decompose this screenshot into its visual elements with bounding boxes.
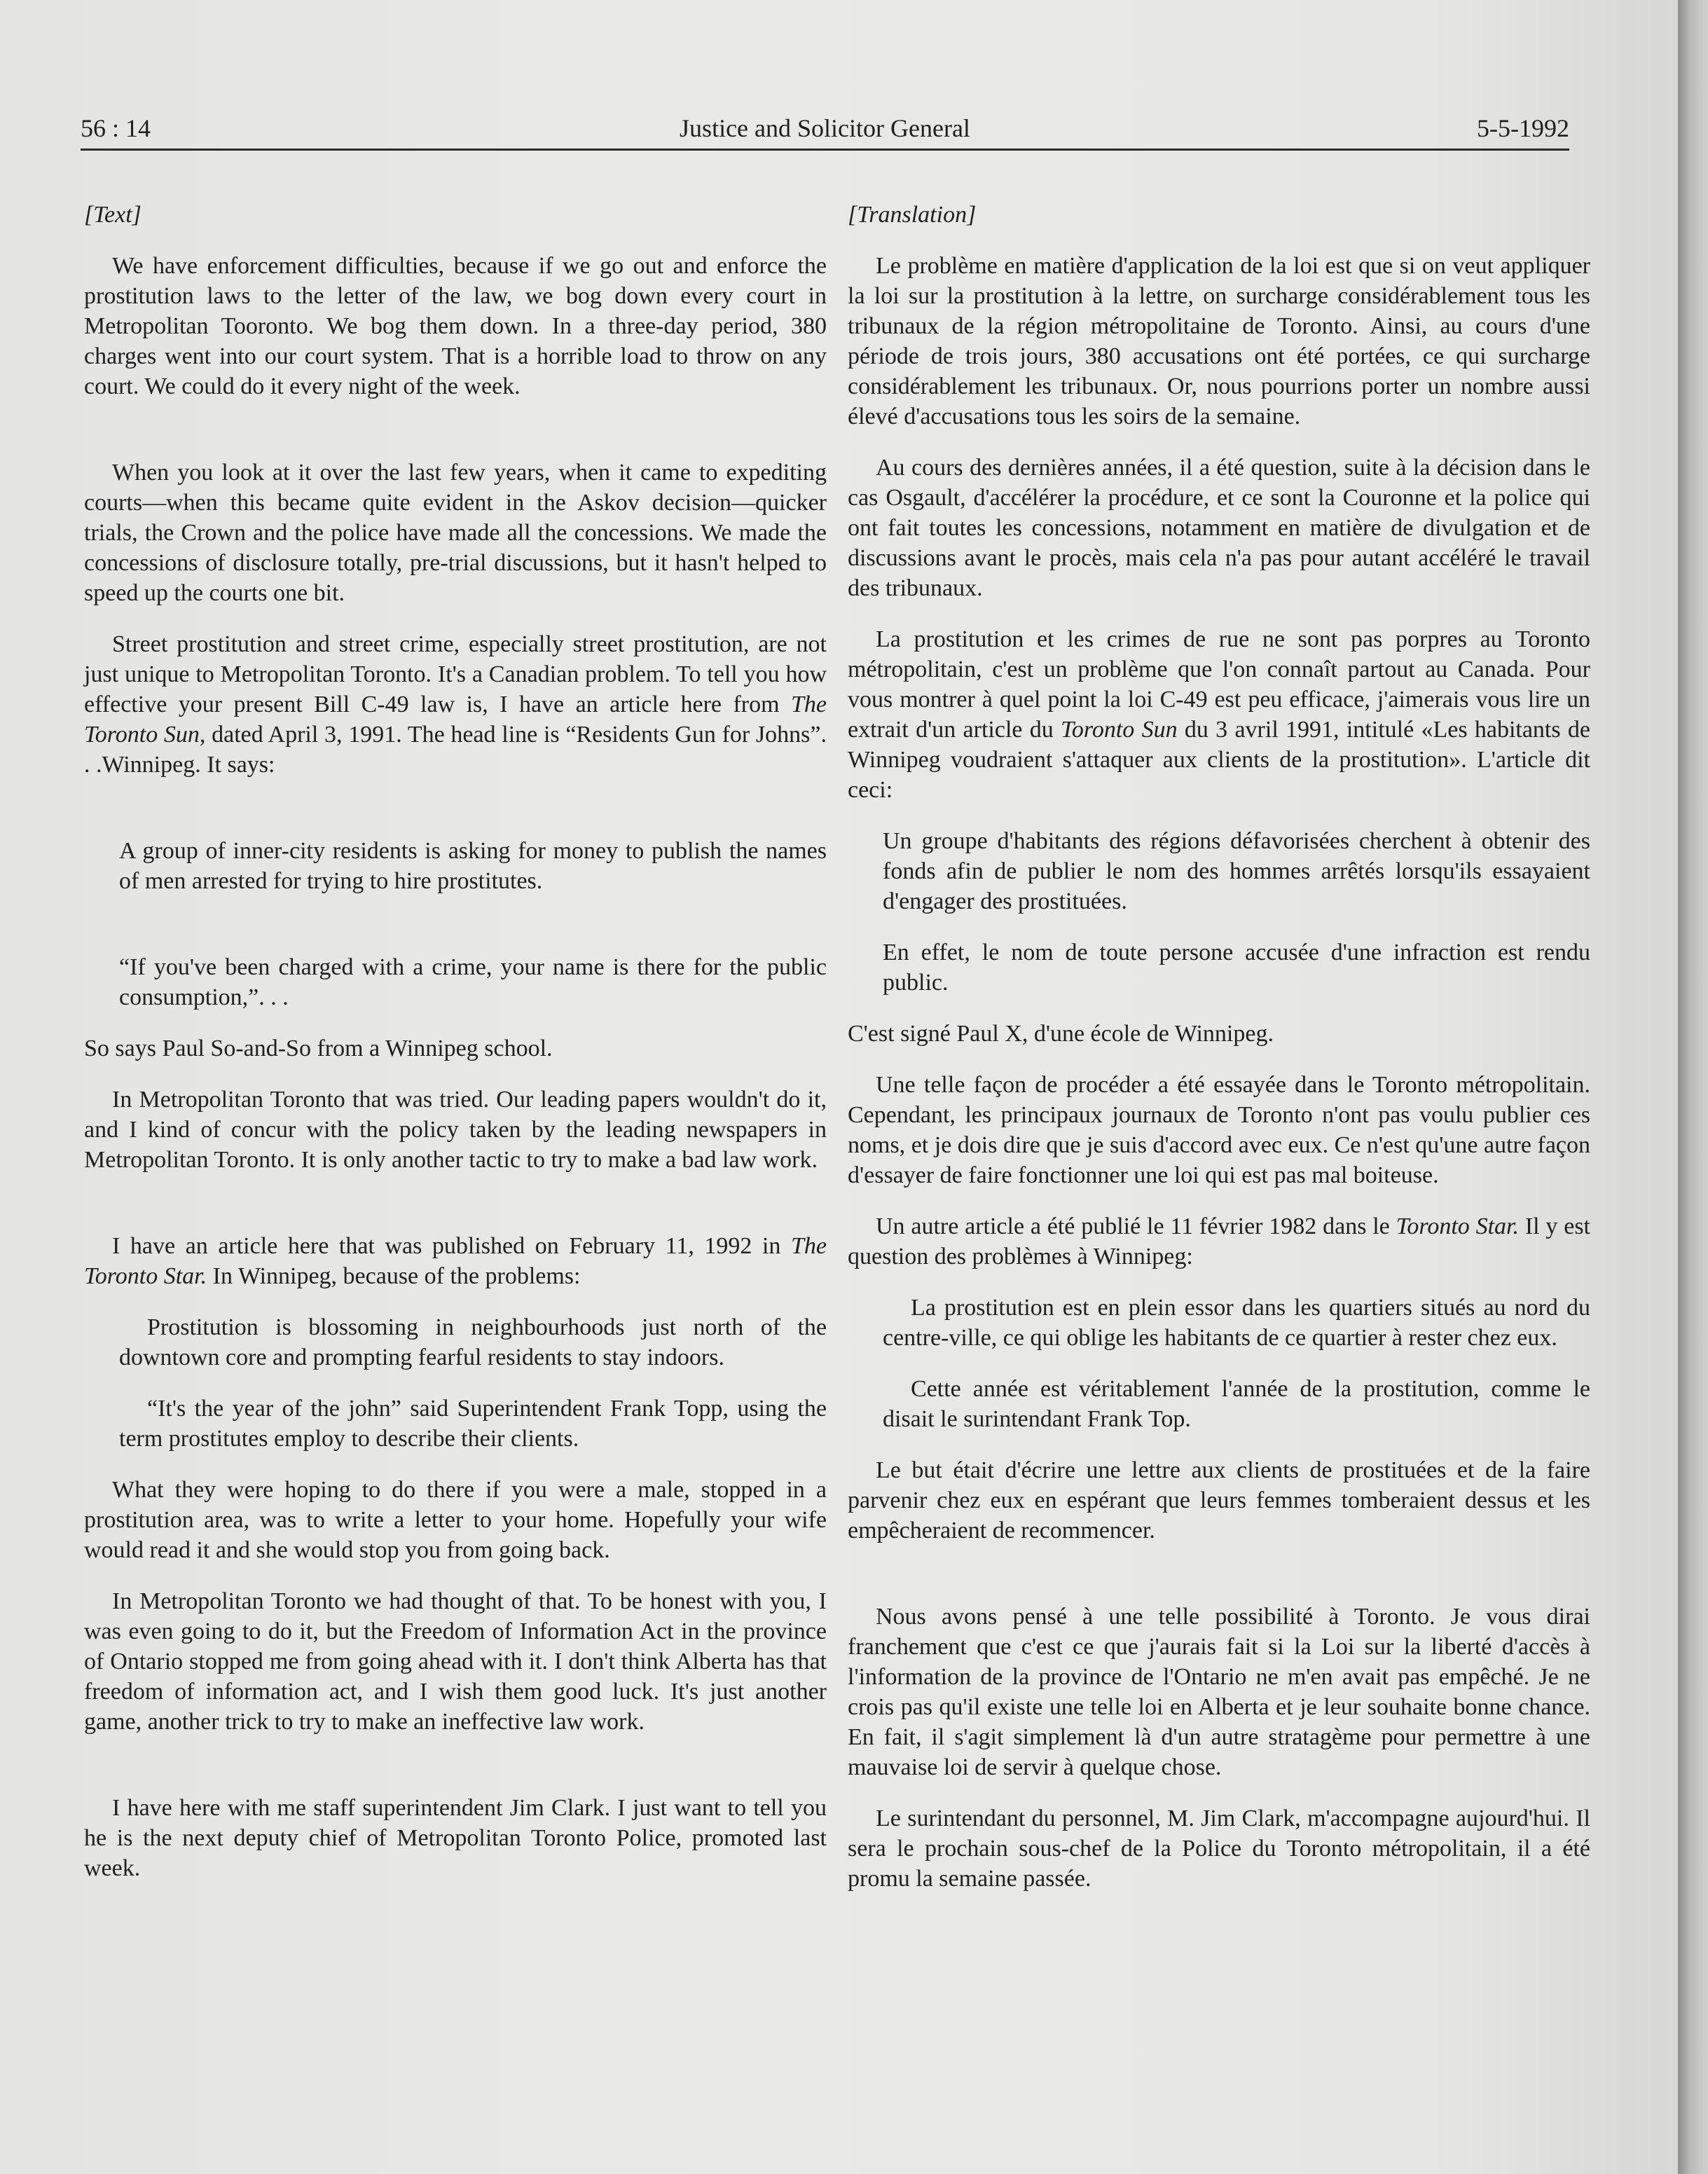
header-date: 5-5-1992 bbox=[1477, 114, 1569, 142]
newspaper-title: The Toronto Star. bbox=[84, 1233, 827, 1289]
newspaper-title: Toronto Sun bbox=[1061, 717, 1178, 743]
header-title: Justice and Solicitor General bbox=[680, 114, 970, 142]
paragraph: In Metropolitan Toronto that was tried. Our leading papers wouldn't do it, and I kind of concur with the policy taken by the leading newspapers in Metropolitan Toronto. It is only another tactic to try to make a bad law work. bbox=[84, 1087, 827, 1173]
page-number: 56 : 14 bbox=[81, 114, 151, 142]
english-column bbox=[84, 200, 827, 1904]
paragraph: Une telle façon de procéder a été essayée dans le Toronto métropolitain. Cependant, les principaux journaux de Toronto n'ont pas voulu publier ces noms, et je dois dire que je suis d'accord avec eux. Ce n'est qu'une autre façon d'essayer de faire fonctionner une loi qui est pas mal boiteuse. bbox=[848, 1072, 1590, 1188]
paragraph: Un autre article a été publié le 11 février 1982 dans le Toronto Star. Il y est question des problèmes à Winnipeg: bbox=[848, 1213, 1590, 1270]
block-quote: La prostitution est en plein essor dans les quartiers situés au nord du centre-ville, ce qui oblige les habitants de ce quartier à rester chez eux. bbox=[883, 1295, 1590, 1351]
page-header bbox=[81, 106, 1569, 151]
block-quote: Prostitution is blossoming in neighbourhoods just north of the downtown core and prompting fearful residents to stay indoors. bbox=[119, 1314, 827, 1370]
paragraph: When you look at it over the last few years, when it came to expediting courts—when this became quite evident in the Askov decision—quicker trials, the Crown and the police have made all the concessions. We made the concessions of disclosure totally, pre-trial discussions, but it hasn't helped to speed up the courts one bit. bbox=[84, 460, 827, 606]
paragraph: Le surintendant du personnel, M. Jim Clark, m'accompagne aujourd'hui. Il sera le prochain sous-chef de la Police du Toronto métropolitain, il a été promu la semaine passée. bbox=[848, 1805, 1590, 1892]
paragraph: Nous avons pensé à une telle possibilité à Toronto. Je vous dirai franchement que c'est ce que j'aurais fait si la Loi sur la liberté d'accès à l'information de la province de l'Ontario ne m'en avait pas empêché. Je ne crois pas qu'il existe une telle loi en Alberta et je leur souhaite bonne chance. En fait, il s'agit simplement là d'un autre stratagème pour permettre à une mauvaise loi de servir à quelque chose. bbox=[848, 1604, 1590, 1780]
book-binding-edge bbox=[1678, 0, 1708, 2174]
paragraph: So says Paul So-and-So from a Winnipeg school. bbox=[84, 1036, 553, 1061]
paragraph: Street prostitution and street crime, especially street prostitution, are not just unique to Metropolitan Toronto. It's a Canadian problem. To tell you how effective your present Bill C-49 law is, I have an article here from The Toronto Sun, dated April 3, 1991. The head line is “Residents Gun for Johns”. . .Winnipeg. It says: bbox=[84, 631, 827, 778]
newspaper-title: Toronto Star. bbox=[1396, 1213, 1520, 1239]
block-quote: A group of inner-city residents is asking for money to publish the names of men arrested for trying to hire prostitutes. bbox=[119, 838, 827, 894]
block-quote: Cette année est véritablement l'année de la prostitution, comme le disait le surintendant Frank Top. bbox=[883, 1376, 1590, 1432]
newspaper-title: The Toronto Sun, bbox=[84, 692, 827, 748]
paragraph: Au cours des dernières années, il a été question, suite à la décision dans le cas Osgault, d'accélérer la procédure, et ce sont la Couronne et la police qui ont fait toutes les concessions, notamment en matière de divulgation et de discussions avant le procès, mais cela n'a pas pour autant accéléré le travail des tribunaux. bbox=[848, 455, 1590, 601]
paragraph: Le but était d'écrire une lettre aux clients de prostituées et de la faire parvenir chez eux en espérant que leurs femmes tomberaient dessus et les empêcheraient de recommencer. bbox=[848, 1457, 1590, 1543]
text-tag: [Text] bbox=[84, 202, 142, 228]
paragraph: C'est signé Paul X, d'une école de Winnipeg. bbox=[848, 1021, 1274, 1047]
paragraph: I have here with me staff superintendent Jim Clark. I just want to tell you he is the next deputy chief of Metropolitan Toronto Police, promoted last week. bbox=[84, 1795, 827, 1881]
paragraph: What they were hoping to do there if you were a male, stopped in a prostitution area, was to write a letter to your home. Hopefully your wife would read it and she would stop you from going back. bbox=[84, 1477, 827, 1563]
block-quote: Un groupe d'habitants des régions défavorisées cherchent à obtenir des fonds afin de publier le nom des hommes arrêtés lorsqu'ils essayaient d'engager des prostituées. bbox=[883, 828, 1590, 914]
translation-tag: [Translation] bbox=[848, 202, 977, 228]
block-quote: “It's the year of the john” said Superintendent Frank Topp, using the term prostitutes employ to describe their clients. bbox=[119, 1396, 827, 1452]
block-quote: En effet, le nom de toute persone accusée d'une infraction est rendu public. bbox=[883, 940, 1590, 996]
french-column bbox=[848, 200, 1590, 1915]
paragraph: I have an article here that was published on February 11, 1992 in The Toronto Star. In Winnipeg, because of the problems: bbox=[84, 1233, 827, 1289]
paragraph: Le problème en matière d'application de la loi est que si on veut appliquer la loi sur la prostitution à la lettre, on surcharge considérablement tous les tribunaux de la région métropolitaine de Toronto. Ainsi, au cours d'une période de trois jours, 380 accusations ont été portées, ce qui surcharge considérablement les tribunaux. Or, nous pourrions porter un nombre aussi élevé d'accusations tous les soirs de la semaine. bbox=[848, 253, 1590, 429]
paragraph: In Metropolitan Toronto we had thought of that. To be honest with you, I was even going to do it, but the Freedom of Information Act in the province of Ontario stopped me from going ahead with it. I don't think Alberta has that freedom of information act, and I wish them good luck. It's just another game, another trick to try to make an ineffective law work. bbox=[84, 1588, 827, 1735]
paragraph: We have enforcement difficulties, because if we go out and enforce the prostitution laws to the letter of the law, we bog down every court in Metropolitan Tooronto. We bog them down. In a three-day period, 380 charges went into our court system. That is a horrible load to throw on any court. We could do it every night of the week. bbox=[84, 253, 827, 399]
block-quote: “If you've been charged with a crime, your name is there for the public consumption,”. . . bbox=[119, 954, 827, 1010]
paragraph: La prostitution et les crimes de rue ne sont pas porpres au Toronto métropolitain, c'est un problème que l'on connaît partout au Canada. Pour vous montrer à quel point la loi C-49 est peu efficace, j'aimerais vous lire un extrait d'un article du Toronto Sun du 3 avril 1991, intitulé «Les habitants de Winnipeg voudraient s'attaquer aux clients de la prostitution». L'article dit ceci: bbox=[848, 626, 1590, 803]
